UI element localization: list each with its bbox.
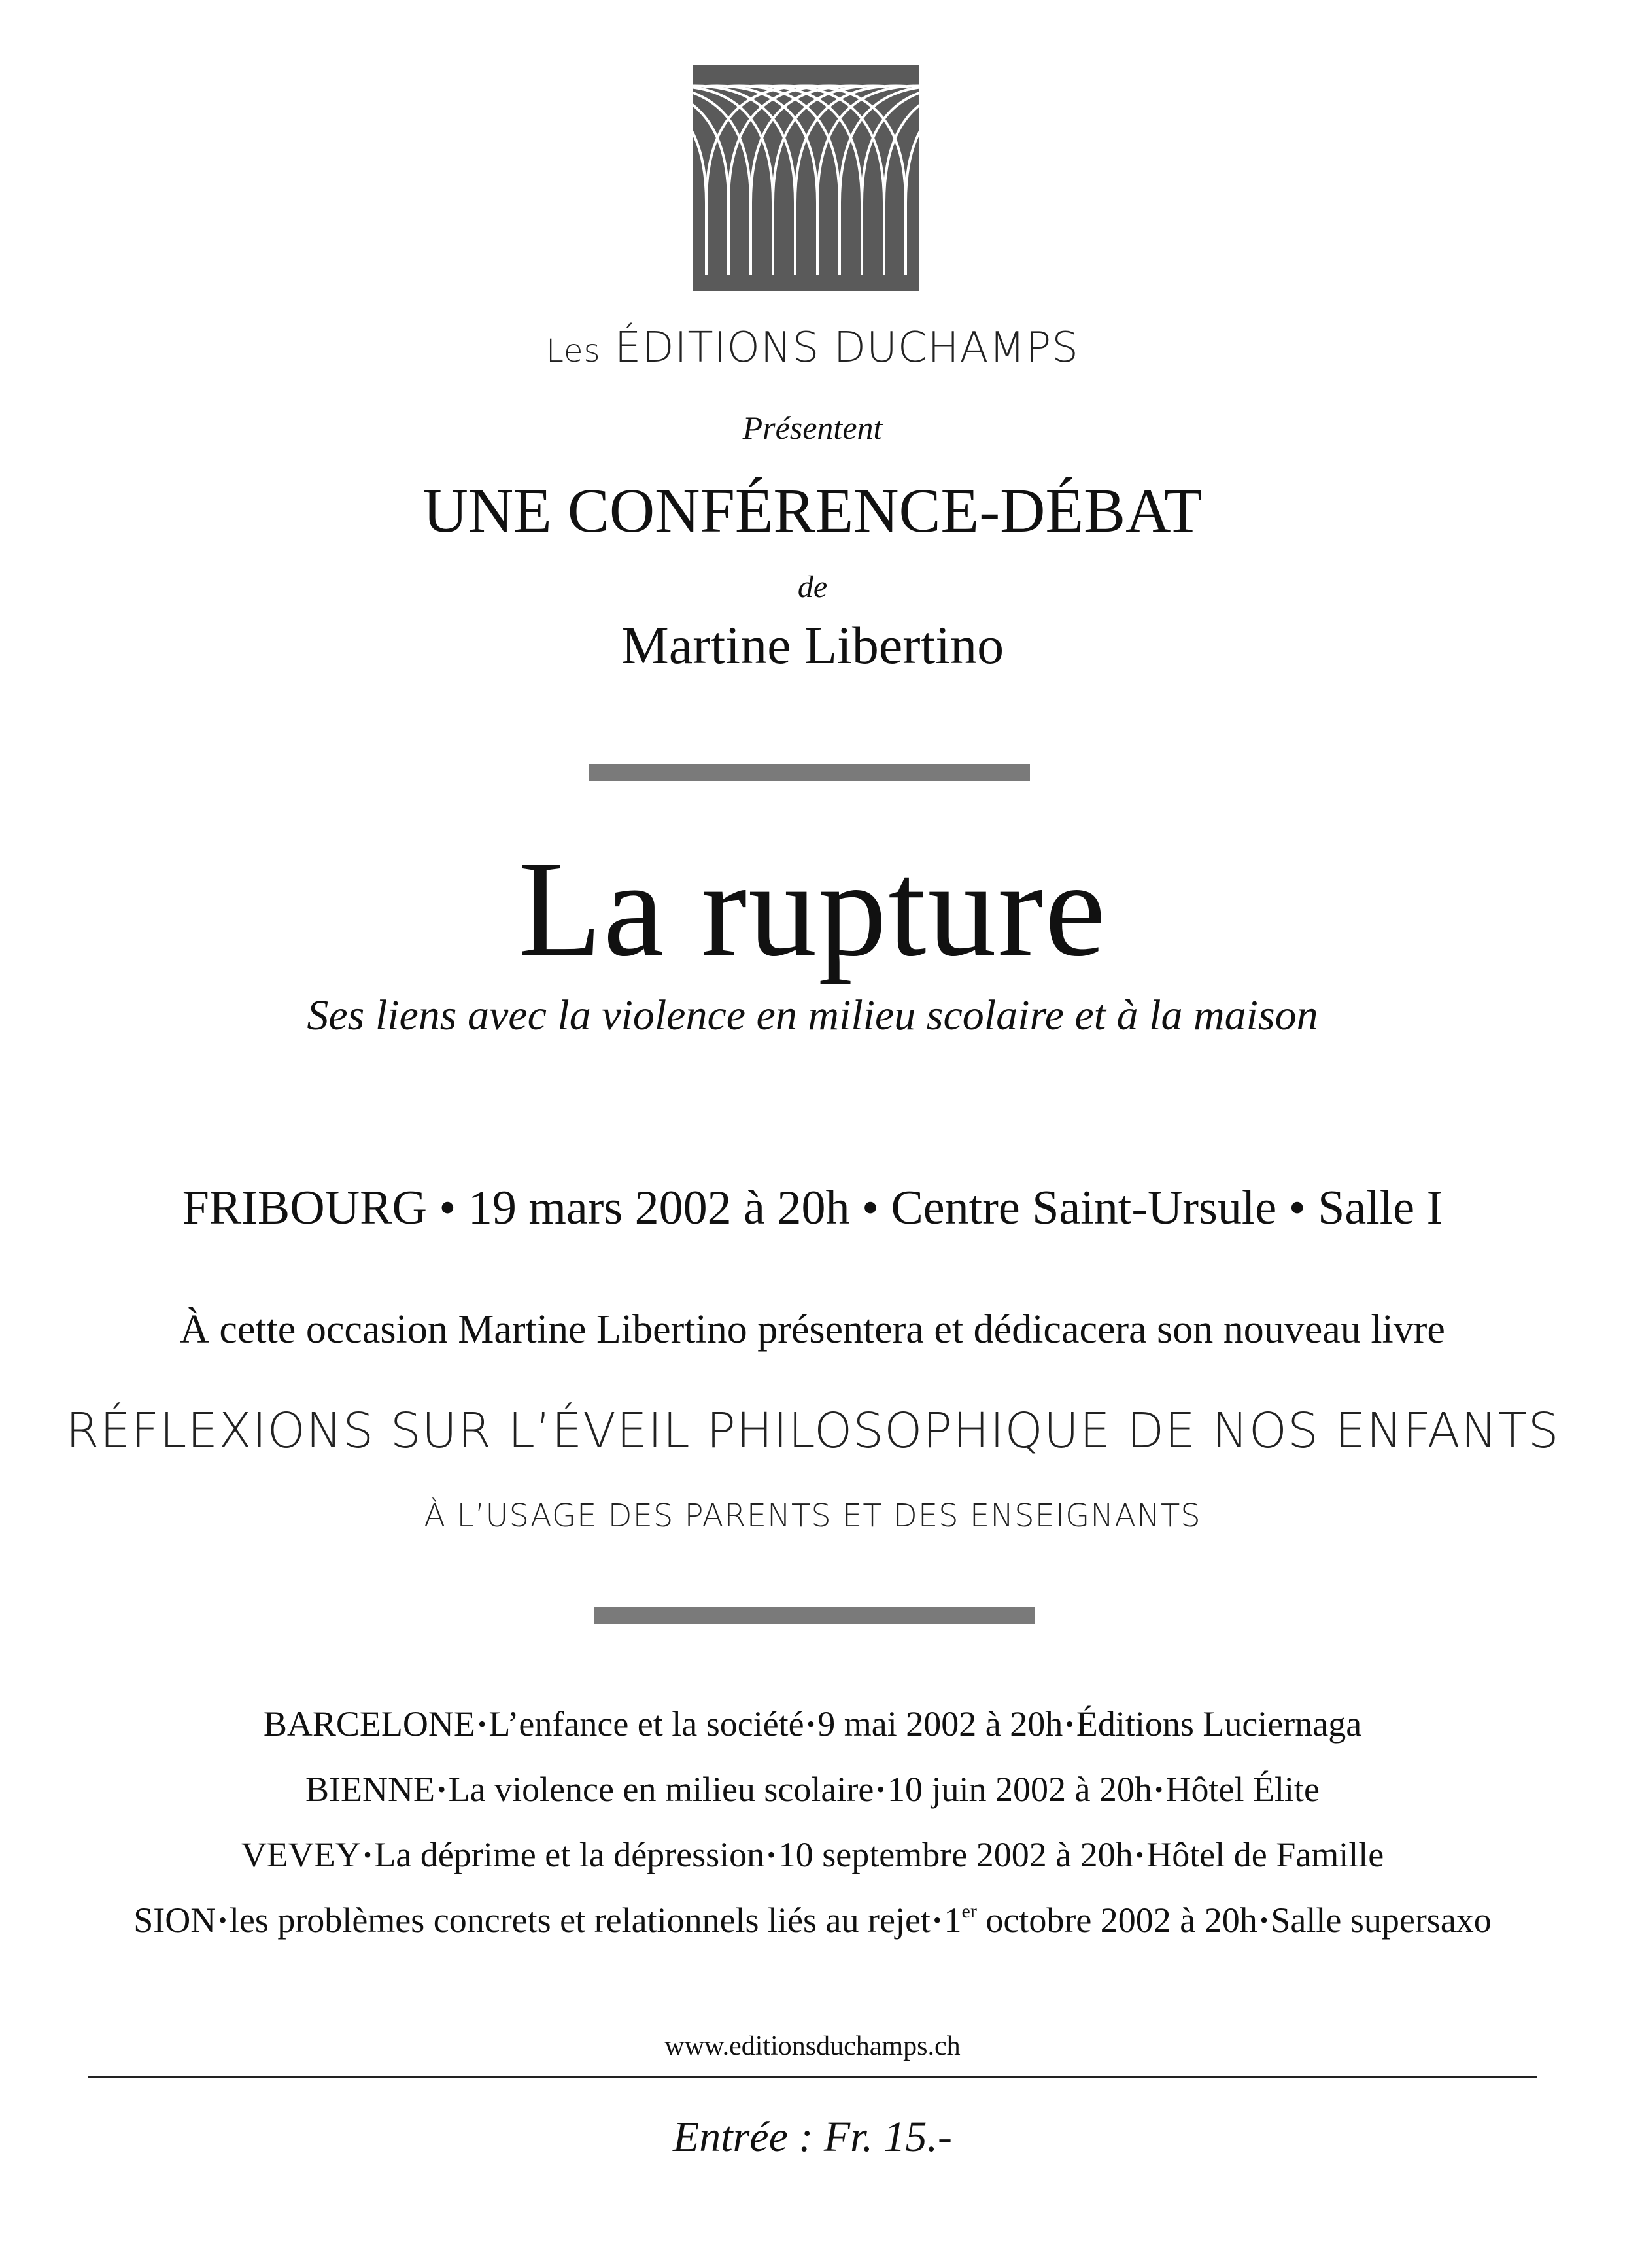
publisher-name: Les ÉDITIONS DUCHAMPS bbox=[546, 324, 1079, 372]
main-event-room: Salle I bbox=[1318, 1181, 1443, 1235]
publisher-logo bbox=[693, 65, 919, 291]
talk-subtitle: Ses liens avec la violence en milieu scolaire et à la maison bbox=[307, 991, 1318, 1039]
talk-title: La rupture bbox=[518, 833, 1107, 985]
by-text: de bbox=[797, 570, 828, 604]
footer-rule bbox=[88, 2076, 1537, 2078]
author-name: Martine Libertino bbox=[621, 615, 1004, 675]
presents-text: Présentent bbox=[742, 409, 883, 446]
main-event-venue: Centre Saint-Ursule bbox=[891, 1181, 1277, 1235]
entry-price: Entrée : Fr. 15.- bbox=[672, 2113, 953, 2161]
book-title: RÉFLEXIONS SUR L’ÉVEIL PHILOSOPHIQUE DE NOS ENFANTS bbox=[65, 1403, 1560, 1459]
divider-top bbox=[589, 764, 1030, 781]
event-type-heading: UNE CONFÉRENCE-DÉBAT bbox=[422, 475, 1203, 545]
main-event-line: FRIBOURG • 19 mars 2002 à 20h • Centre Saint-Ursule • Salle I bbox=[182, 1181, 1443, 1235]
website-url[interactable]: www.editionsduchamps.ch bbox=[664, 2031, 961, 2061]
book-subtitle: À L’USAGE DES PARENTS ET DES ENSEIGNANTS bbox=[424, 1498, 1201, 1534]
event-line-bienne: BIENNE •La violence en milieu scolaire •10 juin 2002 à 20h •Hôtel Élite bbox=[305, 1770, 1320, 1809]
event-line-vevey: VEVEY •La déprime et la dépression •10 septembre 2002 à 20h •Hôtel de Famille bbox=[241, 1835, 1384, 1874]
event-line-sion: SION •les problèmes concrets et relationnels liés au rejet •1er octobre 2002 à 20h •Salle supersaxo bbox=[133, 1900, 1492, 1940]
book-intro: À cette occasion Martine Libertino présentera et dédicacera son nouveau livre bbox=[180, 1307, 1445, 1352]
main-event-date: 19 mars 2002 à 20h bbox=[468, 1181, 850, 1235]
event-line-barcelone: BARCELONE •L’enfance et la société •9 mai 2002 à 20h •Éditions Luciernaga bbox=[263, 1704, 1362, 1744]
divider-bottom bbox=[594, 1607, 1035, 1624]
main-event-city: FRIBOURG bbox=[182, 1181, 427, 1235]
